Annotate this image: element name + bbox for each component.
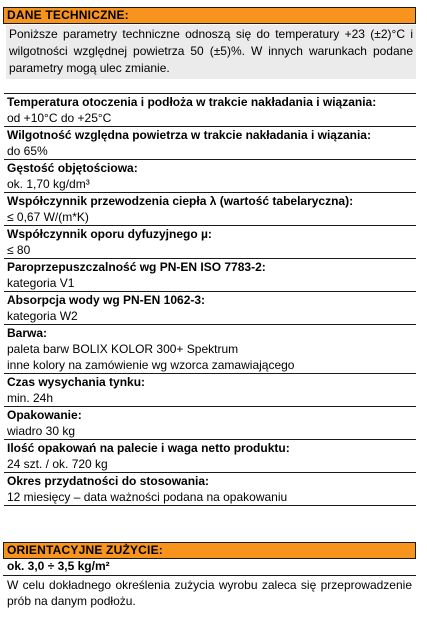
row-value: inne kolory na zamówienie wg wzorca zamawiającego: [7, 358, 295, 372]
row-value: do 65%: [7, 144, 48, 158]
row-label: Paroprzepuszczalność wg PN-EN ISO 7783-2:: [7, 260, 266, 274]
row-value: kategoria W2: [7, 309, 78, 323]
row-value: ≤ 80: [7, 243, 31, 257]
technical-data-row: [4, 324, 416, 373]
row-value: wiadro 30 kg: [7, 424, 76, 438]
row-value: min. 24h: [7, 391, 54, 405]
row-label: Opakowanie:: [7, 408, 82, 422]
row-label: Wilgotność względna powietrza w trakcie nakładania i wiązania:: [7, 128, 371, 142]
usage-section: [3, 558, 416, 609]
technical-data-table: [4, 93, 416, 506]
row-value: 12 miesięcy – data ważności podana na opakowaniu: [7, 490, 288, 504]
usage-amount: ok. 3,0 ÷ 3,5 kg/m²: [3, 558, 416, 576]
technical-data-row: [4, 472, 416, 506]
technical-data-row: [4, 159, 416, 192]
technical-intro-text: Poniższe parametry techniczne odnoszą się do temperatury +23 (±2)°C i wilgotności względnej powietrza 50 (±5)%. W innych warunkach podane parametry mogą ulec zmianie.: [6, 25, 416, 79]
row-label: Temperatura otoczenia i podłoża w trakcie nakładania i wiązania:: [7, 95, 377, 109]
row-value: od +10°C do +25°C: [7, 111, 112, 125]
technical-data-row: [4, 439, 416, 472]
row-value: 24 szt. / ok. 720 kg: [7, 457, 108, 471]
row-value: paleta barw BOLIX KOLOR 300+ Spektrum: [7, 342, 239, 356]
row-label: Gęstość objętościowa:: [7, 161, 138, 175]
row-value: ≤ 0,67 W/(m*K): [7, 210, 89, 224]
row-label: Ilość opakowań na palecie i waga netto produktu:: [7, 441, 290, 455]
technical-data-row: [4, 406, 416, 439]
usage-note: W celu dokładnego określenia zużycia wyrobu zaleca się przeprowadzenie prób na danym podłożu.: [7, 578, 412, 608]
technical-data-header: DANE TECHNICZNE:: [3, 7, 416, 24]
technical-data-row: [4, 192, 416, 225]
technical-data-row: [4, 126, 416, 159]
technical-data-row: [4, 225, 416, 258]
row-label: Barwa:: [7, 326, 48, 340]
technical-data-row: [4, 93, 416, 126]
row-label: Współczynnik oporu dyfuzyjnego µ:: [7, 227, 212, 241]
technical-data-row: [4, 373, 416, 406]
row-value: ok. 1,70 kg/dm³: [7, 177, 90, 191]
technical-data-row: [4, 291, 416, 324]
row-label: Okres przydatności do stosowania:: [7, 474, 210, 488]
usage-header: ORIENTACYJNE ZUŻYCIE:: [3, 542, 416, 559]
row-label: Absorpcja wody wg PN-EN 1062-3:: [7, 293, 206, 307]
row-label: Czas wysychania tynku:: [7, 375, 146, 389]
technical-data-row: [4, 258, 416, 291]
row-value: kategoria V1: [7, 276, 75, 290]
row-label: Współczynnik przewodzenia ciepła λ (wartość tabelaryczna):: [7, 194, 354, 208]
